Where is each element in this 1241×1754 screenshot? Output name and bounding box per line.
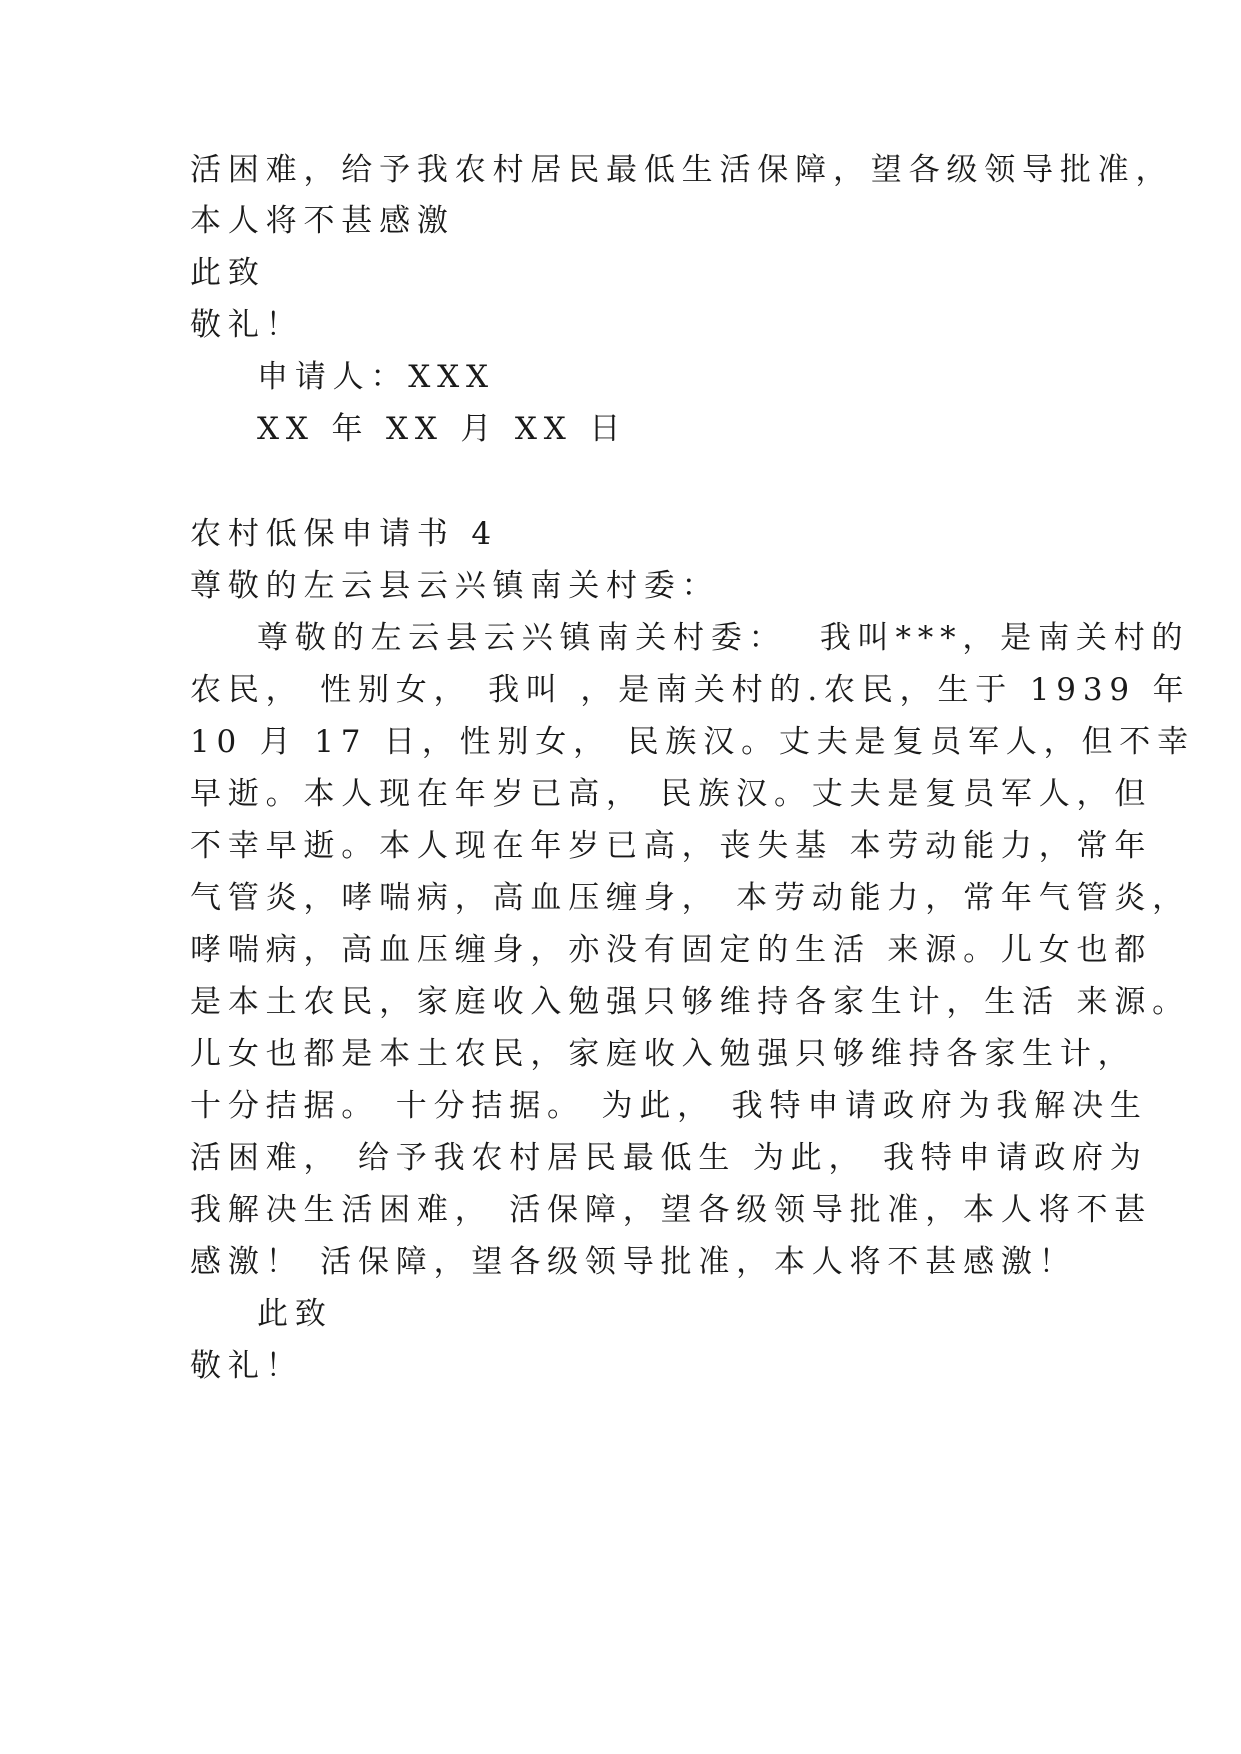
paragraph-line: 是本土农民，家庭收入勉强只够维持各家生计，生活 来源。 [190,984,1190,1020]
paragraph-line: 早逝。本人现在年岁已高， 民族汉。丈夫是复员军人，但 [190,776,1153,812]
applicant-line: 申请人：XXX [257,359,495,395]
paragraph-line: 我解决生活困难， 活保障，望各级领导批准，本人将不甚 [190,1192,1153,1228]
addressee-line: 尊敬的左云县云兴镇南关村委： [190,568,720,604]
body-line-1: 活困难，给予我农村居民最低生活保障，望各级领导批准， [190,152,1174,188]
paragraph-line: 活困难， 给予我农村居民最低生 为此， 我特申请政府为 [190,1140,1148,1176]
paragraph-line: 儿女也都是本土农民，家庭收入勉强只够维持各家生计， [190,1036,1136,1072]
date-line: XX 年 XX 月 XX 日 [257,411,628,447]
paragraph-line: 10 月 17 日，性别女， 民族汉。丈夫是复员军人，但不幸 [190,724,1195,760]
paragraph-line: 哮喘病，高血压缠身，亦没有固定的生活 来源。儿女也都 [190,932,1153,968]
closing-text-2: 此致 [257,1296,333,1332]
salute-text-2: 敬礼！ [190,1348,304,1384]
body-line-2: 本人将不甚感激 [190,203,455,239]
closing-text: 此致 [190,255,266,291]
paragraph-line: 尊敬的左云县云兴镇南关村委： 我叫***，是南关村的 [257,620,1190,656]
paragraph-line: 十分拮据。 十分拮据。 为此， 我特申请政府为我解决生 [190,1088,1148,1124]
paragraph-line: 农民， 性别女， 我叫 ，是南关村的.农民，生于 1939 年 [190,672,1191,708]
paragraph-line: 感激！ 活保障，望各级领导批准，本人将不甚感激！ [190,1244,1077,1280]
paragraph-line: 不幸早逝。本人现在年岁已高，丧失基 本劳动能力，常年 [190,828,1153,864]
salute-text: 敬礼！ [190,307,304,343]
section-title: 农村低保申请书 4 [190,516,498,552]
paragraph-line: 气管炎，哮喘病，高血压缠身， 本劳动能力，常年气管炎， [190,880,1190,916]
